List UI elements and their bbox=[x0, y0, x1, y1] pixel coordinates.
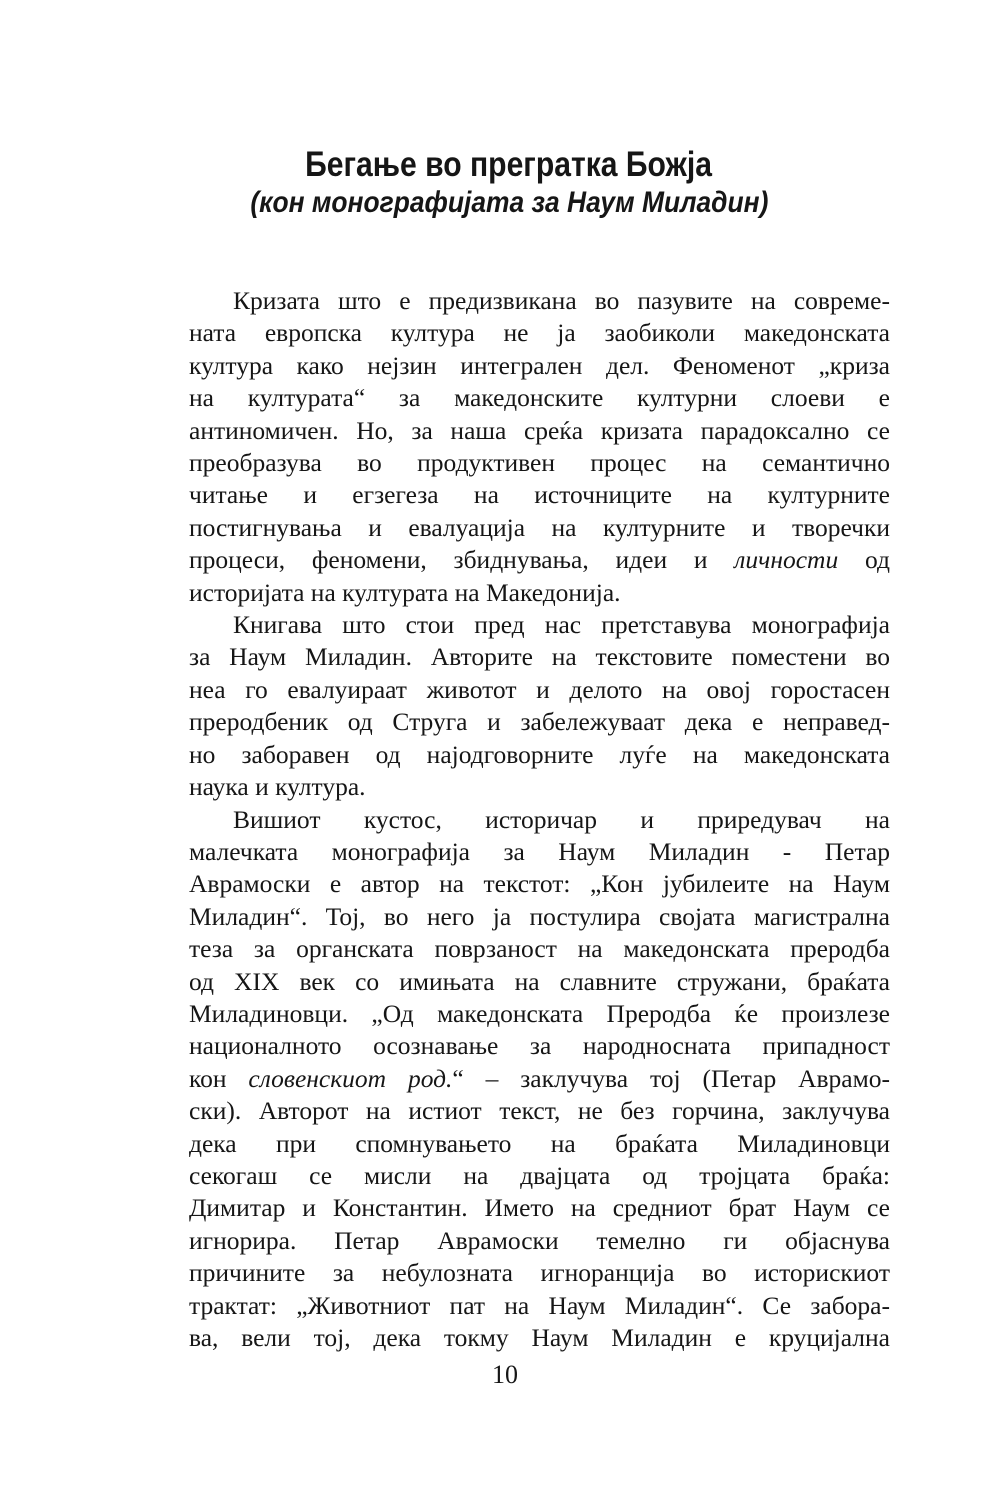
text-segment: од bbox=[838, 545, 890, 575]
text-line bbox=[189, 933, 890, 965]
text-line bbox=[189, 285, 890, 317]
text-segment: процеси, феномени, збиднувања, идеи и bbox=[189, 545, 735, 575]
text-segment: антиномичен. Но, за наша среќа кризата парадоксално се bbox=[189, 415, 890, 445]
chapter-title-text: Бегање во прегратка Божја bbox=[305, 145, 713, 184]
text-segment: на културата“ за македонските културни слоеви е bbox=[189, 383, 890, 413]
paragraph bbox=[189, 285, 890, 609]
chapter-heading bbox=[9, 146, 984, 220]
text-line bbox=[189, 1063, 890, 1095]
text-segment: преродбеник од Струга и забележуваат дека е неправед- bbox=[189, 707, 890, 737]
text-segment: Книгава што стои пред нас претставува монографија bbox=[233, 610, 890, 640]
text-segment: Димитар и Константин. Името на средниот брат Наум се bbox=[189, 1193, 890, 1223]
chapter-subtitle-text: (кон монографијата за Наум Миладин) bbox=[249, 186, 769, 219]
text-line bbox=[189, 1290, 890, 1322]
text-segment: постигнувања и евалуација на културните и творечки bbox=[189, 512, 890, 542]
text-line bbox=[189, 317, 890, 349]
text-segment: игнорира. Петар Аврамоски темелно ги објаснува bbox=[189, 1225, 890, 1255]
text-segment: секогаш се мисли на двајцата од тројцата браќа: bbox=[189, 1160, 890, 1190]
text-line bbox=[189, 447, 890, 479]
text-line bbox=[189, 739, 890, 771]
text-line bbox=[189, 512, 890, 544]
chapter-title bbox=[9, 146, 984, 184]
text-line bbox=[189, 706, 890, 738]
text-segment: националното осознавање за народносната припадност bbox=[189, 1031, 890, 1061]
text-segment: теза за органската поврзаност на македонската преродба bbox=[189, 934, 890, 964]
text-segment: кон bbox=[189, 1063, 249, 1093]
text-line bbox=[189, 577, 890, 609]
text-segment: Аврамоски е автор на текстот: „Кон јубилеите на Наум bbox=[189, 869, 890, 899]
text-line bbox=[189, 1322, 890, 1354]
chapter-subtitle bbox=[9, 186, 984, 220]
text-line bbox=[189, 836, 890, 868]
text-segment: за Наум Миладин. Авторите на текстовите поместени во bbox=[189, 642, 890, 672]
text-line bbox=[189, 350, 890, 382]
text-line bbox=[189, 415, 890, 447]
text-line bbox=[189, 641, 890, 673]
text-segment: историјата на културата на Македонија. bbox=[189, 577, 621, 607]
text-line bbox=[189, 966, 890, 998]
text-segment: наука и култура. bbox=[189, 772, 366, 802]
text-segment: трактат: „Животниот пат на Наум Миладин“. Се забора- bbox=[189, 1290, 890, 1320]
text-line bbox=[189, 998, 890, 1030]
text-line bbox=[189, 382, 890, 414]
text-line bbox=[189, 1030, 890, 1062]
text-line bbox=[189, 1128, 890, 1160]
text-segment: од XIX век со имињата на славните стружани, браќата bbox=[189, 966, 890, 996]
paragraph bbox=[189, 804, 890, 1355]
text-line bbox=[189, 544, 890, 576]
text-line bbox=[189, 1192, 890, 1224]
text-segment: ната европска култура не ја заобиколи македонската bbox=[189, 318, 890, 348]
text-line bbox=[189, 609, 890, 641]
text-segment: малечката монографија за Наум Миладин - Петар bbox=[189, 836, 890, 866]
text-line bbox=[189, 901, 890, 933]
text-segment: култура како нејзин интегрален дел. Феноменот „криза bbox=[189, 350, 890, 380]
text-segment: неа го евалуираат животот и делото на овој горостасен bbox=[189, 674, 890, 704]
text-line bbox=[189, 674, 890, 706]
text-segment: дека при спомнувањето на браќата Миладиновци bbox=[189, 1128, 890, 1158]
italic-text: словенскиот род. bbox=[248, 1063, 453, 1093]
text-line bbox=[189, 868, 890, 900]
text-line bbox=[189, 1225, 890, 1257]
paragraph bbox=[189, 609, 890, 803]
text-segment: ски). Авторот на истиот текст, не без горчина, заклучува bbox=[189, 1096, 890, 1126]
text-segment: но заборавен од најодговорните луѓе на македонската bbox=[189, 739, 890, 769]
text-segment: “ – заклучува тој (Петар Аврамо- bbox=[452, 1063, 890, 1093]
text-segment: Вишиот кустос, историчар и приредувач на bbox=[233, 804, 890, 834]
text-line bbox=[189, 771, 890, 803]
text-line bbox=[189, 1095, 890, 1127]
text-segment: читање и егзегеза на источниците на културните bbox=[189, 480, 890, 510]
text-segment: Миладиновци. „Од македонската Преродба ќе произлезе bbox=[189, 998, 890, 1028]
page-number: 10 bbox=[492, 1360, 518, 1389]
text-segment: Миладин“. Тој, во него ја постулира својата магистрална bbox=[189, 901, 890, 931]
text-segment: преобразува во продуктивен процес на семантично bbox=[189, 448, 890, 478]
text-line bbox=[189, 1257, 890, 1289]
text-line bbox=[189, 479, 890, 511]
text-segment: ва, вели тој, дека токму Наум Миладин е круцијална bbox=[189, 1323, 890, 1352]
text-line bbox=[189, 1160, 890, 1192]
text-segment: Кризата што е предизвикана во пазувите на совреме- bbox=[233, 286, 890, 315]
text-line bbox=[189, 804, 890, 836]
text-segment: причините за небулозната игноранција во историскиот bbox=[189, 1258, 890, 1288]
body-text bbox=[189, 285, 890, 1354]
italic-text: личности bbox=[734, 545, 839, 575]
